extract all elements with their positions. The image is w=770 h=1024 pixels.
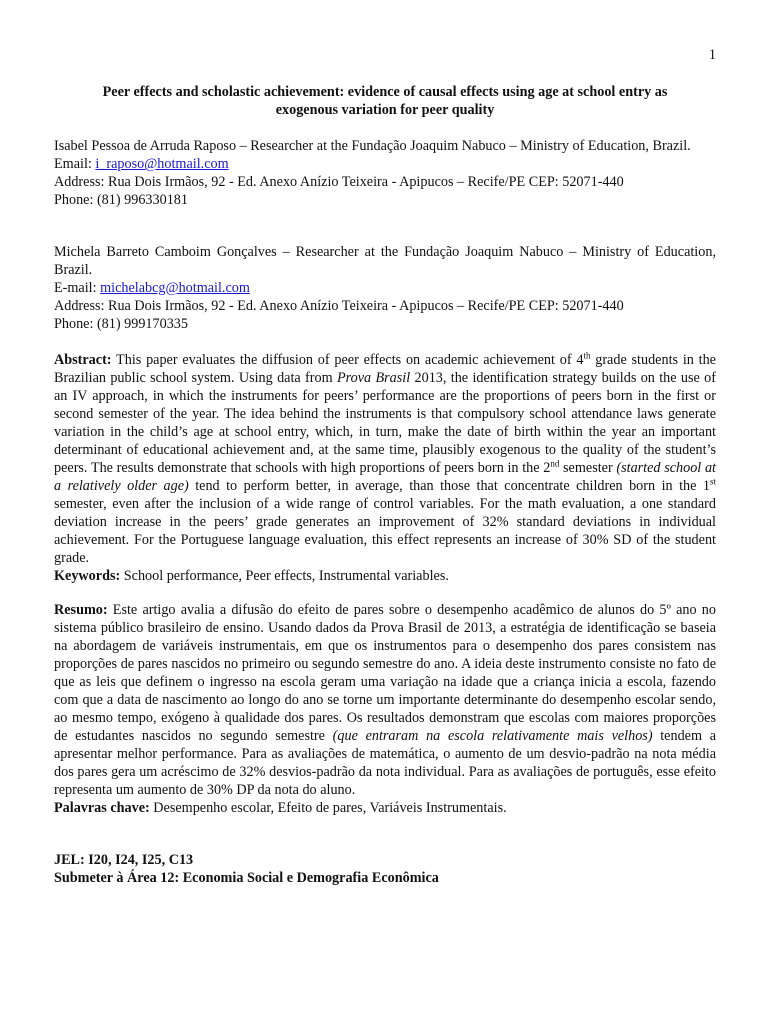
author-email-line — [54, 155, 716, 173]
author-block-1 — [54, 137, 716, 209]
abstract-label: Abstract: — [54, 352, 112, 368]
abstract-section — [54, 351, 716, 585]
keywords: Keywords: School performance, Peer effects, Instrumental variables. — [54, 568, 449, 584]
author-affiliation: Michela Barreto Camboim Gonçalves – Researcher at the Fundação Joaquim Nabuco – Ministry of Education, Brazil. — [54, 244, 716, 278]
palavras-chave: Palavras chave: Desempenho escolar, Efeito de pares, Variáveis Instrumentais. — [54, 800, 507, 816]
submission-area: Submeter à Área 12: Economia Social e Demografia Econômica — [54, 870, 439, 886]
paper-title: Peer effects and scholastic achievement: evidence of causal effects using age at school entry as exogenous variation for peer quality — [102, 84, 668, 118]
author-email-link[interactable]: michelabcg@hotmail.com — [100, 280, 250, 296]
page-number: 1 — [708, 47, 716, 63]
author-address: Address: Rua Dois Irmãos, 92 - Ed. Anexo Anízio Teixeira - Apipucos – Recife/PE CEP: 52071-440 — [54, 298, 624, 314]
author-block-2 — [54, 243, 716, 333]
keywords-label: Keywords: — [54, 568, 121, 584]
author-address: Address: Rua Dois Irmãos, 92 - Ed. Anexo Anízio Teixeira - Apipucos – Recife/PE CEP: 52071-440 — [54, 174, 624, 190]
resumo-paragraph: Resumo: Este artigo avalia a difusão do efeito de pares sobre o desempenho acadêmico de alunos do 5º ano no sistema público brasileiro de ensino. Usando dados da Prova Brasil de 2013, a estratégia de identificação se baseia na abordagem de variáveis instrumentais, em que os instrumentos para o desempenho dos pares consistem nas proporções de pares nascidos no primeiro ou segundo semestre do ano. A ideia deste instrumento consiste no fato de que as leis que definem o ingresso na escola geram uma variação na idade que a criança inicia a escola, fazendo com que a data de nascimento ao longo do ano se torne um importante determinante do desempenho escolar sendo, ao mesmo tempo, exógeno à qualidade dos pares. Os resultados demonstram que escolas com maiores proporções de estudantes nascidos no segundo semestre (que entraram na escola relativamente mais velhos) tendem a apresentar melhor performance. Para as avaliações de matemática, o aumento de um desvio-padrão na nota média dos pares gera um acréscimo de 32% desvios-padrão da nota individual. Para as avaliações de português, esse efeito representa um aumento de 30% DP da nota do aluno. — [54, 602, 716, 798]
abstract-paragraph: Abstract: This paper evaluates the diffusion of peer effects on academic achievement of 4th grade students in the Brazilian public school system. Using data from Prova Brasil 2013, the identification strategy builds on the use of an IV approach, in which the instruments for peers’ performance are the proportions of peers born in the first or second semester of the year. The idea behind the instruments is that compulsory school attendance laws generate variation in the child’s age at school entry, which, in turn, make the date of birth within the year an important determinant of educational achievement and, at the same time, plausibly exogenous to the quality of the student’s peers. The results demonstrate that schools with high proportions of peers born in the 2nd semester (started school at a relatively older age) tend to perform better, in average, than those that concentrate children born in the 1st semester, even after the inclusion of a wide range of control variables. For the math evaluation, a one standard deviation increase in the peers’ grade generates an improvement of 32% standard deviations in individual achievement. For the Portuguese language evaluation, this effect represents an increase of 30% SD of the student grade. — [54, 350, 716, 566]
classification-section — [54, 851, 716, 887]
author-phone: Phone: (81) 996330181 — [54, 192, 188, 208]
email-label: E-mail: — [54, 280, 101, 296]
palavras-label: Palavras chave: — [54, 800, 150, 816]
author-email-line — [54, 279, 716, 297]
author-phone: Phone: (81) 999170335 — [54, 316, 188, 332]
resumo-section — [54, 601, 716, 817]
author-email-link[interactable]: i_raposo@hotmail.com — [95, 156, 229, 172]
jel-codes: JEL: I20, I24, I25, C13 — [54, 852, 194, 868]
resumo-label: Resumo: — [54, 602, 108, 618]
email-label: Email: — [54, 156, 96, 172]
author-affiliation: Isabel Pessoa de Arruda Raposo – Researcher at the Fundação Joaquim Nabuco – Ministry of Education, Brazil. — [54, 138, 691, 154]
